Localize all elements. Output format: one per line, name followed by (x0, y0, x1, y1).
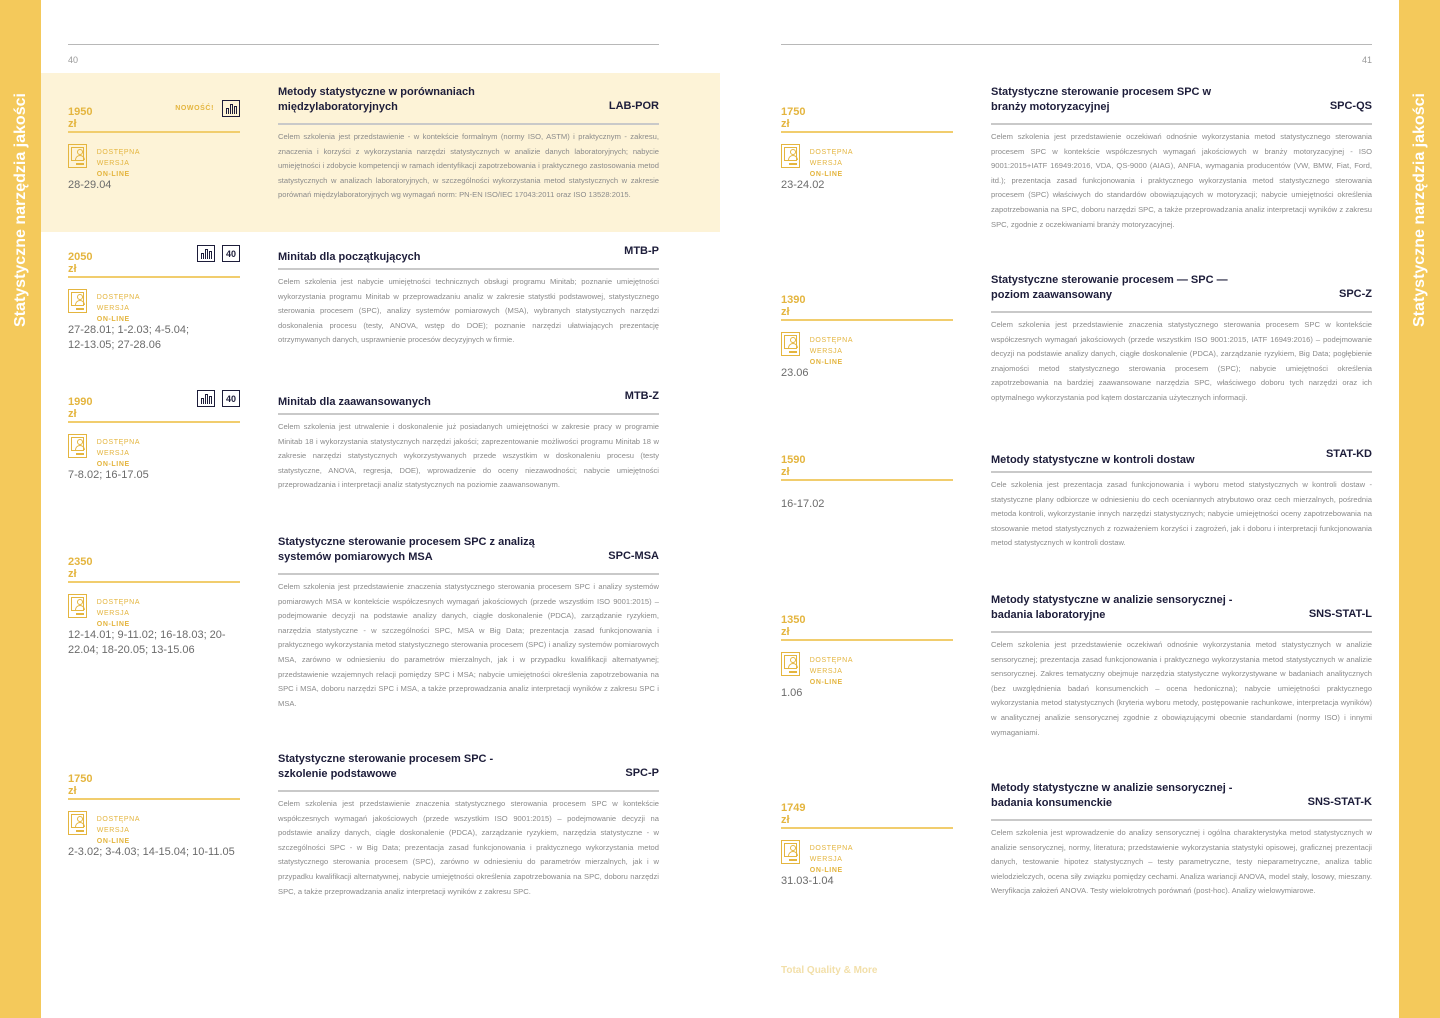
title-rule (278, 123, 659, 125)
hours-badge: 40 (222, 245, 240, 262)
monitor-person-icon (781, 144, 800, 168)
course-description: Celem szkolenia jest przedstawienie - w kontekście formalnym (normy ISO, ASTM) i praktycznym - zakresu, znaczenia i korzyści z wykorzystania narzędzi statystycznych w analizie danych laboratoryjnych; nabycie umiejętności i zdobycie kompetencji w ramach identyfikacji zapotrzebowania i praktycznego zastosowania metod statystycznych w analizach laboratoryjnych, w szczególności wykorzystania metod statystycznych w zakresie porównań międzylaboratoryjnych wg wymagań norm: PN-EN ISO/IEC 17043:2011 oraz ISO 13528:2015. (278, 132, 659, 200)
online-availability (781, 840, 859, 876)
online-availability (68, 434, 146, 470)
bar-chart-icon (197, 245, 215, 262)
online-label-bold: ON-LINE (96, 838, 130, 845)
online-label-line1: DOSTĘPNA (809, 845, 854, 852)
top-rule-right (781, 44, 1372, 45)
online-label-prefix: WERSJA (96, 610, 130, 617)
online-label-line1: DOSTĘPNA (96, 149, 141, 156)
price-rule (781, 319, 953, 321)
course-price: 1390 zł (781, 294, 806, 318)
title-rule (991, 631, 1372, 633)
course-description: Cele szkolenia jest prezentacja zasad funkcjonowania i wyboru metod statystycznych w kontroli dostaw - statystyczne plany odbiorcze w odniesieniu do cech oceniannych atrybutowo oraz cech mierzalnych, pośrednia metoda kontroli, wykorzystanie innych narzędzi statystycznych; nabycie umiejętności oceny zapotrzebowania na stosowanie metod statystycznych z rozważeniem korzyści i zagrożeń, jak i doboru i interpretacji funkcjonowania metod statystycznych w kontroli dostaw. (991, 480, 1372, 548)
online-label-prefix: WERSJA (96, 450, 130, 457)
monitor-person-icon (781, 652, 800, 676)
monitor-person-icon (781, 840, 800, 864)
online-label-line1: DOSTĘPNA (809, 337, 854, 344)
course-code: SPC-MSA (608, 550, 659, 562)
course-dates: 12-14.01; 9-11.02; 16-18.03; 20-22.04; 18-20.05; 13-15.06 (68, 629, 226, 656)
course-badges (192, 390, 240, 407)
online-label-bold: ON-LINE (96, 621, 130, 628)
course-description: Celem szkolenia jest przedstawienie znaczenia statystycznego sterowania procesem SPC i analizy systemów pomiarowych MSA w kontekście współczesnych wymagań jakościowych (przede wszystkim ISO 9001:2015) – podejmowanie decyzji na podstawie analizy danych, ciągłe doskonalenie (PDCA), zarządzanie ryzykiem, narzędzia statystyczne - w szczególności SPC, MSA w Big Data; prezentacja zasad funkcjonowania i praktycznego wykorzystania metod statystycznego sterowania procesem (SPC) i analizy systemów pomiarowych MSA, zarówno w odniesieniu do parametrów mierzalnych, jak i w przypadku kwalifikacji alternatywnej; przedstawienie wzajemnych relacji pomiędzy SPC i MSA; nabycie umiejętności określenia zapotrzebowania na SPC i MSA, doboru narzędzi SPC i MSA, a także przeprowadzania analiz interpretacji wyników z zakresu SPC i MSA. (278, 582, 659, 708)
bar-chart-icon (197, 390, 215, 407)
page-number-right: 41 (1362, 55, 1373, 65)
course-code: STAT-KD (1325, 448, 1372, 460)
course-description: Celem szkolenia jest wprowadzenie do analizy sensorycznej i ogólna charakterystyka metod statystycznych w analizie sensorycznej, normy, literatura; przedstawienie wykorzystania statystyki opisowej, graficznej prezentacji danych, testowanie hipotez statystycznych – testy parametryczne, testy nieparametryczne, analiza tablic wielodzielczych, ocena siły związku pomiędzy cechami. Analiza wariancji ANOVA, model stały, losowy, mieszany. Weryfikacja założeń ANOVA. Testy wielokrotnych porównań (post-hoc). Analizy wielowymiarowe. (991, 828, 1372, 896)
online-availability (68, 289, 146, 325)
price-rule (68, 798, 240, 800)
online-availability (781, 652, 859, 688)
top-rule-left (68, 44, 659, 45)
online-label-line1: DOSTĘPNA (96, 816, 141, 823)
online-label-bold: ON-LINE (809, 679, 843, 686)
monitor-person-icon (68, 811, 87, 835)
online-label-prefix: WERSJA (96, 305, 130, 312)
course-code: SNS-STAT-L (1308, 608, 1372, 620)
course-dates: 2-3.02; 3-4.03; 14-15.04; 10-11.05 (68, 846, 235, 858)
course-dates: 1.06 (781, 687, 803, 699)
online-label-bold: ON-LINE (809, 867, 843, 874)
course-description: Celem szkolenia jest utrwalenie i doskonalenie już posiadanych umiejętności w zakresie pracy w programie Minitab 18 i wykorzystania statystycznych narzędzi jakości; zaprezentowanie możliwości programu Minitab 18 w zakresie narzędzi statystycznych wykorzystywanych przede wszystkim w doskonaleniu procesu (testy statystyczne, ANOVA, regresja, DOE), wprowadzenie do oceny niezawodności; nabycie umiejętności przeprowadzania i interpretacji analiz statystycznych na poziomie zaawansowanym. (278, 422, 659, 490)
left-side-bar (0, 0, 41, 1018)
course-price: 1990 zł (68, 396, 93, 420)
course-description: Celem szkolenia jest przedstawienie oczekiwań odnośnie wykorzystania metod statystycznych w analizie sensorycznej; prezentacja zasad funkcjonowania i praktycznego wykorzystania metod statystycznych w analizie sensorycznej. Zakres tematyczny obejmuje narzędzia statystyczne wykorzystywane w badaniach analitycznych (bez uwzględnienia badań konsumenckich – ocena hedoniczna); nabycie umiejętności praktycznego wykorzystania metod statystycznych (kryteria wyboru metody, postępowanie rachunkowe, interpretacja wyników) w analitycznej analizie sensorycznej zgodnie z obowiązującymi obecnie standardami (normy ISO) i innymi wymaganiami. (991, 640, 1372, 737)
course-price: 1750 zł (68, 773, 93, 797)
monitor-person-icon (68, 594, 87, 618)
online-availability (781, 332, 859, 368)
course-code: LAB-POR (608, 100, 659, 112)
online-label-line1: DOSTĘPNA (96, 599, 141, 606)
online-label-line1: DOSTĘPNA (809, 149, 854, 156)
course-price: 2050 zł (68, 251, 93, 275)
online-availability (68, 811, 146, 847)
title-rule (991, 819, 1372, 821)
online-label-bold: ON-LINE (96, 171, 130, 178)
online-label-line1: DOSTĘPNA (809, 657, 854, 664)
course-price: 1950 zł (68, 106, 93, 130)
right-side-bar (1399, 0, 1440, 1018)
course-code: SPC-QS (1329, 100, 1372, 112)
monitor-person-icon (68, 289, 87, 313)
price-rule (68, 276, 240, 278)
online-label-prefix: WERSJA (96, 827, 130, 834)
page-number-left: 40 (68, 55, 79, 65)
new-badge: NOWOŚĆ! (175, 105, 214, 112)
course-dates: 28-29.04 (68, 179, 112, 191)
course-dates: 16-17.02 (781, 498, 825, 510)
online-label-prefix: WERSJA (809, 348, 843, 355)
course-title: Minitab dla początkujących (278, 251, 421, 263)
price-rule (68, 581, 240, 583)
course-title: Metody statystyczne w kontroli dostaw (991, 454, 1195, 466)
online-label-line1: DOSTĘPNA (96, 439, 141, 446)
course-price: 1750 zł (781, 106, 806, 130)
price-rule (781, 639, 953, 641)
online-label-bold: ON-LINE (96, 316, 130, 323)
course-code: MTB-Z (624, 390, 659, 402)
section-title-vertical: Statystyczne narzędzia jakości (1410, 93, 1428, 327)
online-availability (68, 594, 146, 630)
course-description: Celem szkolenia jest nabycie umiejętności technicznych obsługi programu Minitab; poznanie umiejętności wykorzystania programu Minitab w przeprowadzaniu analiz w zakresie statystki podstawowej, statystycznego sterowania procesem (SPC), analizy systemów pomiarowych (MSA), wybranych statystycznych narzędzi doskonalenia procesu (testy, ANOVA, wstęp do DOE); poznanie narzędzi ułatwiających prezentację otrzymywanych danych, usprawnienie procesów decyzyjnych w firmie. (278, 277, 659, 345)
online-label-prefix: WERSJA (809, 668, 843, 675)
course-price: 2350 zł (68, 556, 93, 580)
price-rule (781, 827, 953, 829)
online-label-bold: ON-LINE (96, 461, 130, 468)
course-title: Metody statystyczne w porównaniach międzylaboratoryjnych (278, 86, 475, 113)
price-rule (781, 479, 953, 481)
online-availability (68, 144, 146, 180)
title-rule (278, 413, 659, 415)
price-rule (68, 421, 240, 423)
course-title: Metody statystyczne w analizie sensorycznej - badania laboratoryjne (991, 594, 1233, 621)
online-label-prefix: WERSJA (96, 160, 130, 167)
title-rule (991, 123, 1372, 125)
title-rule (991, 311, 1372, 313)
hours-badge: 40 (222, 390, 240, 407)
online-label-prefix: WERSJA (809, 856, 843, 863)
course-title: Statystyczne sterowanie procesem SPC - szkolenie podstawowe (278, 753, 494, 780)
course-description: Celem szkolenia jest przedstawienie znaczenia statystycznego sterowania procesem SPC w kontekście współczesnych wymagań jakościowych (przede wszystkim ISO 9001:2015, IATF 16949:2016) – podejmowanie decyzji na podstawie analizy danych, ciągłe doskonalenie (PDCA), zarządzanie ryzykiem, Big Data; pogłębienie znajomości metod statystycznego sterowania procesem (SPC); nabycie umiejętności określenia zapotrzebowania na bardziej zaawansowane narzędzia SPC, właściwego doboru tych narzędzi oraz ich optymalnego wykorzystania pod kątem dostarczania użytecznych informacji. (991, 320, 1372, 402)
monitor-person-icon (68, 144, 87, 168)
title-rule (278, 790, 659, 792)
course-price: 1590 zł (781, 454, 806, 478)
course-code: SNS-STAT-K (1307, 796, 1372, 808)
course-title: Statystyczne sterowanie procesem SPC w branży motoryzacyjnej (991, 86, 1212, 113)
online-label-prefix: WERSJA (809, 160, 843, 167)
monitor-person-icon (68, 434, 87, 458)
online-label-line1: DOSTĘPNA (96, 294, 141, 301)
course-dates: 23.06 (781, 367, 809, 379)
bar-chart-icon (222, 100, 240, 117)
title-rule (991, 471, 1372, 473)
online-label-bold: ON-LINE (809, 359, 843, 366)
course-code: SPC-P (625, 767, 659, 779)
footer-brand: Total Quality & More (781, 965, 878, 976)
course-dates: 23-24.02 (781, 179, 825, 191)
course-badges (192, 245, 240, 262)
course-description: Celem szkolenia jest przedstawienie znaczenia statystycznego sterowania procesem SPC w kontekście współczesnych wymagań jakościowych (przede wszystkim ISO 9001:2015) – podejmowanie decyzji na podstawie analizy danych, ciągłe doskonalenie (PDCA), zarządzanie ryzykiem, narzędzia statystyczne - w szczególności SPC - w Big Data; prezentacja zasad funkcjonowania i praktycznego wykorzystania metod statystycznego sterowania procesem (SPC), zarówno w odniesieniu do parametrów mierzalnych, jak i w przypadku kwalifikacji alternatywnej, nabycie umiejętności określenia zapotrzebowania na SPC, doboru narzędzi SPC, a także przeprowadzania analiz interpretacji wyników z zakresu SPC. (278, 799, 659, 896)
price-rule (68, 131, 240, 133)
course-dates: 31.03-1.04 (781, 875, 834, 887)
course-title: Minitab dla zaawansowanych (278, 396, 431, 408)
course-description: Celem szkolenia jest przedstawienie oczekiwań odnośnie wykorzystania metod statystycznego sterowania procesem SPC w kontekście współczesnych wymagań jakościowych w branży motoryzacyjnej - ISO 9001:2015+IATF 16949:2016, VDA, QS-9000 (AIAG), ANFIA, wymagania producentów (VW, BMW, Fiat, Ford, itd.); prezentacja zasad funkcjonowania i praktycznego wykorzystania metod statystycznego sterowania procesem (SPC) właściwych do standardów obowiązujących w motoryzacji; nabycie umiejętności określenia zapotrzebowania na SPC, doboru narzędzi SPC, a także przeprowadzania analiz interpretacji wyników z zakresu SPC, zgodnie z oczekiwaniami branży motoryzacyjnej. (991, 132, 1372, 229)
course-title: Statystyczne sterowanie procesem — SPC — poziom zaawansowany (991, 274, 1228, 301)
course-code: MTB-P (624, 245, 659, 257)
online-availability (781, 144, 859, 180)
course-code: SPC-Z (1339, 288, 1372, 300)
course-dates: 27-28.01; 1-2.03; 4-5.04; 12-13.05; 27-28.06 (68, 324, 190, 351)
course-title: Statystyczne sterowanie procesem SPC z analizą systemów pomiarowych MSA (278, 536, 535, 563)
monitor-person-icon (781, 332, 800, 356)
price-rule (781, 131, 953, 133)
course-price: 1350 zł (781, 614, 806, 638)
course-dates: 7-8.02; 16-17.05 (68, 469, 149, 481)
title-rule (278, 573, 659, 575)
online-label-bold: ON-LINE (809, 171, 843, 178)
section-title-vertical: Statystyczne narzędzia jakości (11, 93, 29, 327)
course-title: Metody statystyczne w analizie sensorycznej - badania konsumenckie (991, 782, 1233, 809)
title-rule (278, 268, 659, 270)
course-price: 1749 zł (781, 802, 806, 826)
course-badges (172, 100, 240, 117)
